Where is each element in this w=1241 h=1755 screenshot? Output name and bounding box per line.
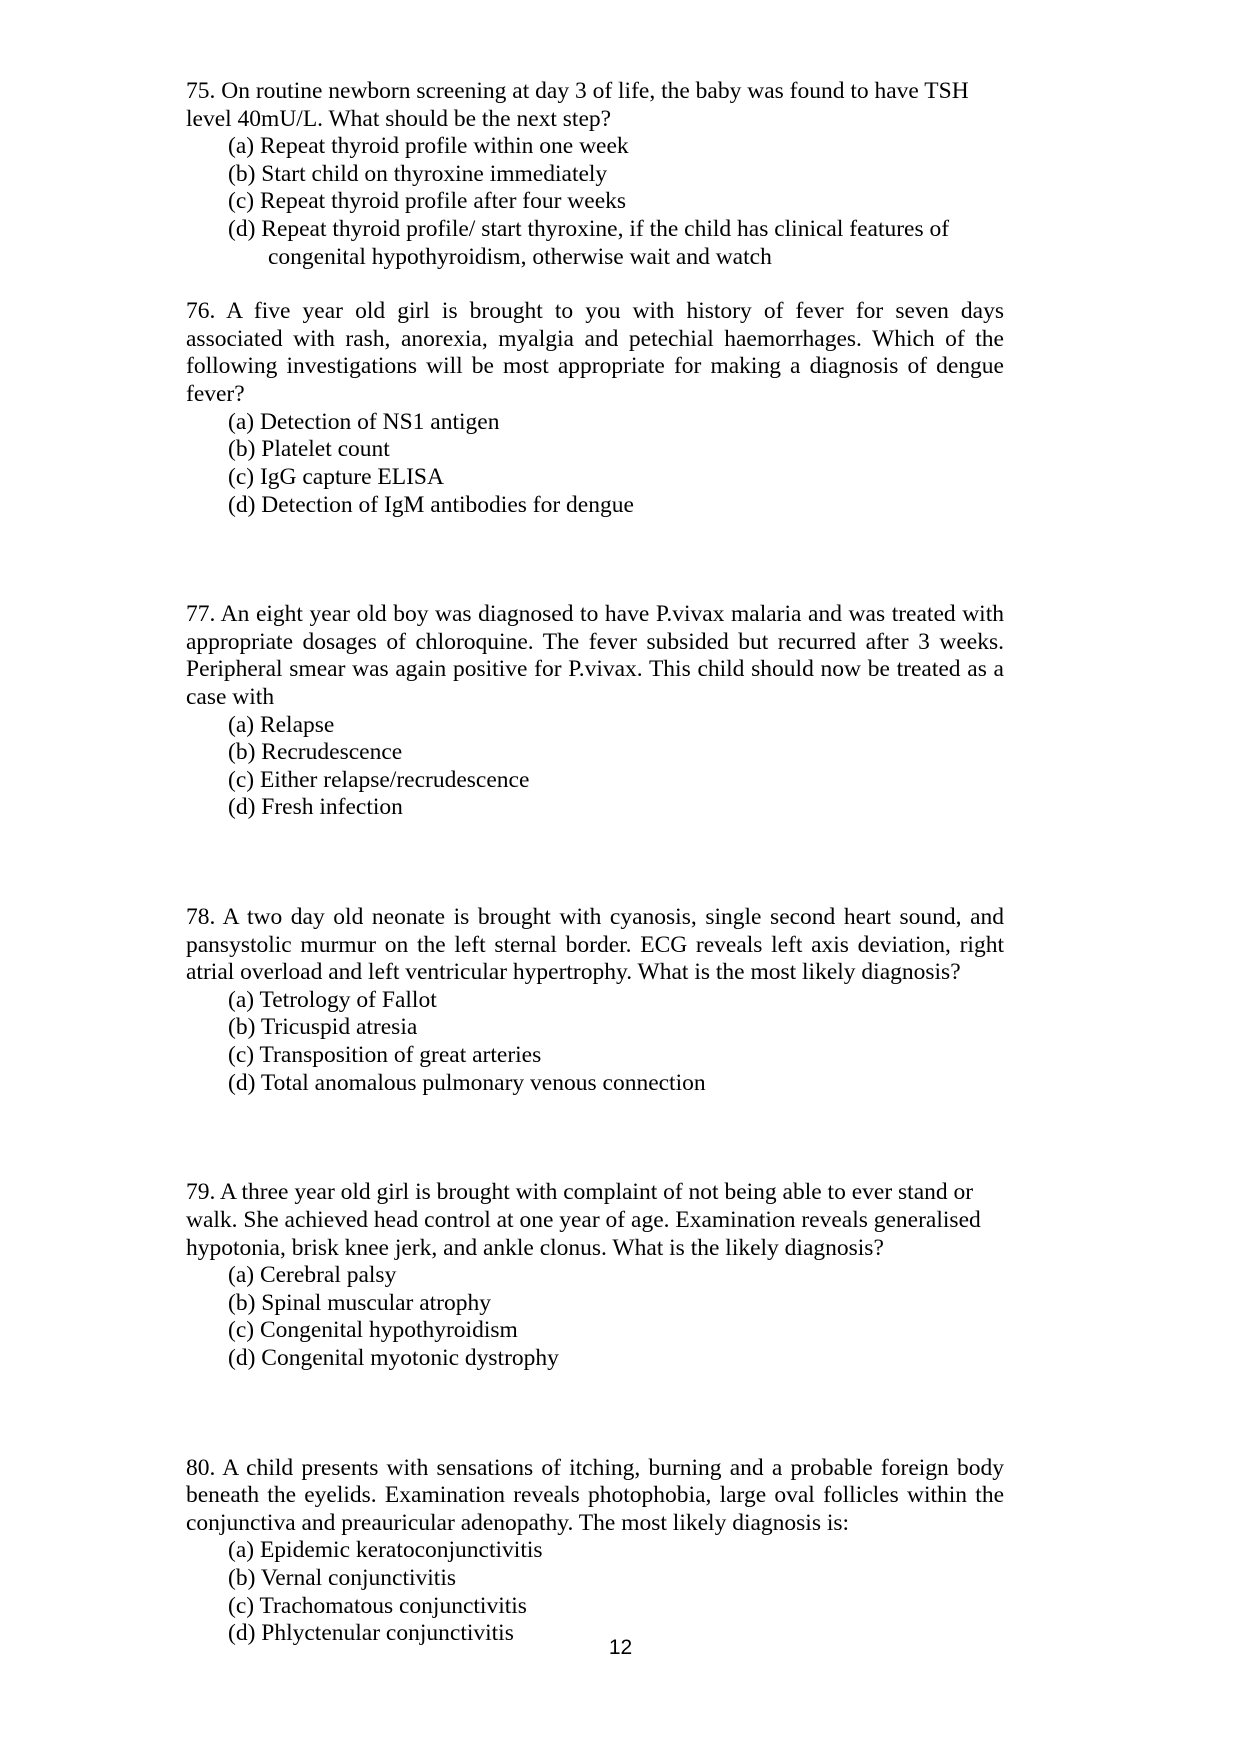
option-label-continuation: congenital hypothyroidism, otherwise wait and watch <box>268 243 772 270</box>
option-item[interactable] <box>186 409 1004 437</box>
option-label: (b) Tricuspid atresia <box>228 1014 418 1041</box>
option-item[interactable] <box>186 1537 1004 1565</box>
option-item[interactable] <box>186 1290 1004 1318</box>
option-label: (b) Recrudescence <box>228 739 403 766</box>
option-label: (d) Phlyctenular conjunctivitis <box>228 1620 514 1647</box>
option-item[interactable] <box>186 188 1004 216</box>
option-item[interactable] <box>186 436 1004 464</box>
spacer <box>186 1373 1004 1455</box>
option-item[interactable] <box>186 1070 1004 1098</box>
option-item[interactable] <box>186 133 1004 161</box>
question-block-77 <box>186 601 1004 822</box>
option-item[interactable] <box>186 216 1004 271</box>
option-item[interactable] <box>186 794 1004 822</box>
question-stem: 77. An eight year old boy was diagnosed to have P.vivax malaria and was treated with appropriate dosages of chloroquine. The fever subsided but recurred after 3 weeks. Peripheral smear was again positive for P.vivax. This child should now be treated as a case with <box>186 601 1004 710</box>
option-label: (c) Trachomatous conjunctivitis <box>228 1592 527 1619</box>
question-block-78 <box>186 904 1004 1097</box>
option-item[interactable] <box>186 1565 1004 1593</box>
option-label: (a) Cerebral palsy <box>228 1262 397 1289</box>
option-list <box>186 133 1004 271</box>
option-label: (c) Either relapse/recrudescence <box>228 766 530 793</box>
spacer <box>186 519 1004 601</box>
question-block-79 <box>186 1179 1004 1372</box>
question-stem: 80. A child presents with sensations of itching, burning and a probable foreign body beneath the eyelids. Examination reveals photophobia, large oval follicles within the conjunctiva and preauricular adenopathy. The most likely diagnosis is: <box>186 1454 1004 1536</box>
option-list <box>186 409 1004 519</box>
spacer <box>186 822 1004 904</box>
question-stem: 78. A two day old neonate is brought with cyanosis, single second heart sound, and pansystolic murmur on the left sternal border. ECG reveals left axis deviation, right atrial overload and left ventricular hypertrophy. What is the most likely diagnosis? <box>186 904 1004 986</box>
option-item[interactable] <box>186 987 1004 1015</box>
question-block-80 <box>186 1455 1004 1648</box>
option-item[interactable] <box>186 739 1004 767</box>
option-list <box>186 712 1004 822</box>
option-item[interactable] <box>186 464 1004 492</box>
option-list <box>186 987 1004 1097</box>
option-item[interactable] <box>186 767 1004 795</box>
question-stem: 76. A five year old girl is brought to you with history of fever for seven days associated with rash, anorexia, myalgia and petechial haemorrhages. Which of the following investigations will be most appropriate for making a diagnosis of dengue fever? <box>186 298 1004 408</box>
option-item[interactable] <box>186 1345 1004 1373</box>
option-label: (b) Vernal conjunctivitis <box>228 1564 456 1591</box>
option-label: (a) Relapse <box>228 711 335 738</box>
question-list <box>186 78 1004 1648</box>
option-label: (c) IgG capture ELISA <box>228 463 444 490</box>
option-label: (d) Repeat thyroid profile/ start thyroxine, if the child has clinical features of <box>228 216 950 243</box>
option-label: (c) Congenital hypothyroidism <box>228 1317 518 1344</box>
option-label: (b) Spinal muscular atrophy <box>228 1289 492 1316</box>
page-number: 12 <box>608 1636 633 1659</box>
option-list <box>186 1537 1004 1647</box>
option-item[interactable] <box>186 1014 1004 1042</box>
option-label: (a) Repeat thyroid profile within one week <box>228 133 629 160</box>
option-item[interactable] <box>186 161 1004 189</box>
option-list <box>186 1262 1004 1372</box>
question-block-76 <box>186 298 1004 519</box>
question-block-75 <box>186 78 1004 271</box>
spacer <box>186 271 1004 298</box>
option-label: (b) Start child on thyroxine immediately <box>228 160 608 187</box>
option-label: (c) Repeat thyroid profile after four weeks <box>228 188 627 215</box>
option-item[interactable] <box>186 1317 1004 1345</box>
option-label: (a) Epidemic keratoconjunctivitis <box>228 1537 543 1564</box>
option-label: (d) Congenital myotonic dystrophy <box>228 1344 559 1371</box>
option-item[interactable] <box>186 712 1004 740</box>
option-label: (d) Fresh infection <box>228 794 403 821</box>
option-item[interactable] <box>186 1262 1004 1290</box>
option-item[interactable] <box>186 1042 1004 1070</box>
option-item[interactable] <box>186 1593 1004 1621</box>
option-label: (d) Total anomalous pulmonary venous connection <box>228 1069 706 1096</box>
option-label: (a) Tetrology of Fallot <box>228 986 437 1013</box>
option-label: (b) Platelet count <box>228 436 390 463</box>
question-stem: 75. On routine newborn screening at day 3 of life, the baby was found to have TSH level 40mU/L. What should be the next step? <box>186 78 969 132</box>
spacer <box>186 1097 1004 1179</box>
option-label: (a) Detection of NS1 antigen <box>228 408 500 435</box>
option-label: (d) Detection of IgM antibodies for dengue <box>228 491 634 518</box>
option-label: (c) Transposition of great arteries <box>228 1042 542 1069</box>
option-item[interactable] <box>186 492 1004 520</box>
question-stem: 79. A three year old girl is brought with complaint of not being able to ever stand or walk. She achieved head control at one year of age. Examination reveals generalised hypotonia, brisk knee jerk, and ankle clonus. What is the likely diagnosis? <box>186 1179 981 1261</box>
